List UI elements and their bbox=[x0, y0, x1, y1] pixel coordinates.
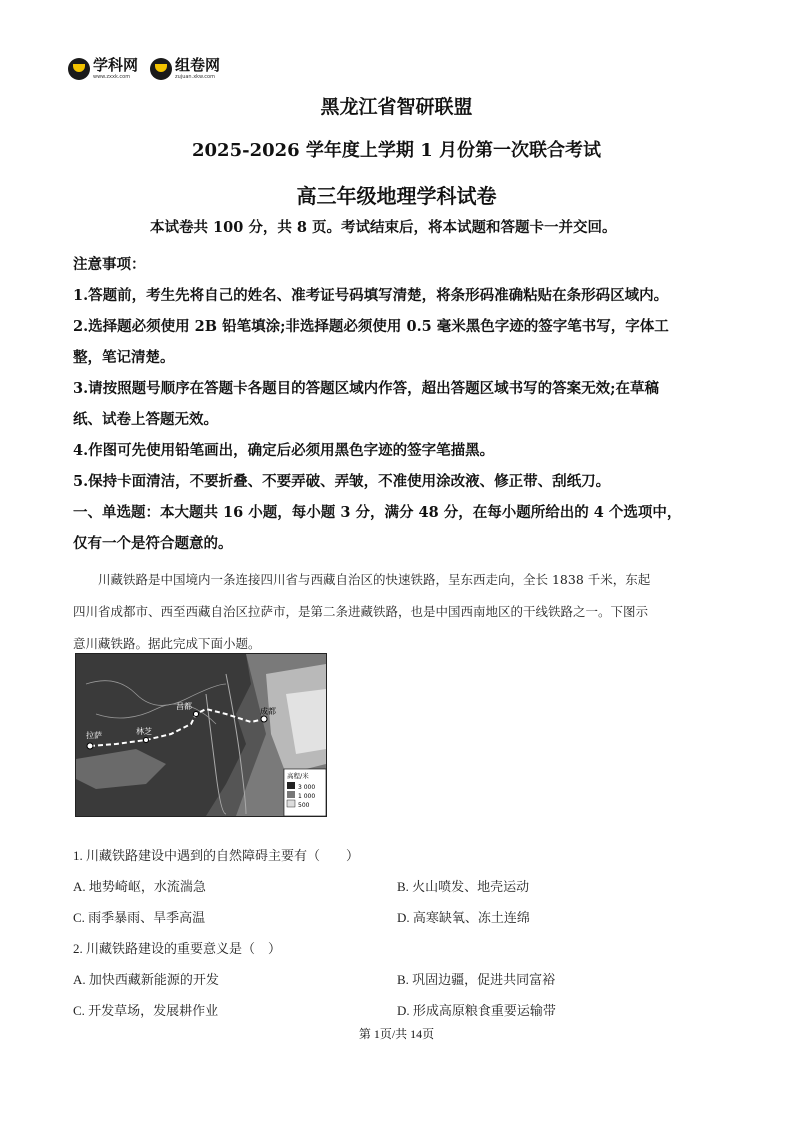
notice-line: 5.保持卡面清洁，不要折叠、不要弄破、弄皱，不准使用涂改液、修正带、刮纸刀。 bbox=[73, 473, 611, 490]
notice-line: 2.选择题必须使用 2B 铅笔填涂;非选择题必须使用 0.5 毫米黑色字迹的签字笔书写，字体工 bbox=[73, 318, 669, 335]
city-label-nyingchi: 林芝 bbox=[136, 727, 152, 736]
logo-bar bbox=[68, 58, 220, 80]
notice-line: 4.作图可先使用铅笔画出，确定后必须用黑色字迹的签字笔描黑。 bbox=[73, 442, 495, 459]
zujuan-logo bbox=[150, 58, 220, 80]
page-footer: 第 1页/共 14页 bbox=[358, 1027, 435, 1041]
question-2-option-d: D. 形成高原粮食重要运输带 bbox=[397, 1003, 556, 1018]
question-2-stem: 2. 川藏铁路建设的重要意义是（ ） bbox=[73, 941, 282, 956]
question-1-option-c: C. 雨季暴雨、旱季高温 bbox=[73, 910, 206, 925]
section-heading-cont: 仅有一个是符合题意的。 bbox=[73, 535, 233, 552]
exam-intro: 本试卷共 100 分，共 8 页。考试结束后，将本试题和答题卡一并交回。 bbox=[150, 219, 617, 236]
terrain-map-graphic bbox=[76, 654, 326, 816]
notice-line: 纸、试卷上答题无效。 bbox=[73, 411, 218, 428]
question-2-option-a: A. 加快西藏新能源的开发 bbox=[73, 972, 219, 987]
notice-line: 整，笔记清楚。 bbox=[73, 349, 175, 366]
city-label-chengdu: 成都 bbox=[260, 707, 276, 716]
sichuan-tibet-railway-map bbox=[75, 653, 327, 817]
question-1-option-d: D. 高寒缺氧、冻土连绵 bbox=[397, 910, 530, 925]
reading-passage bbox=[73, 564, 723, 660]
legend-value: 500 bbox=[298, 802, 310, 809]
exam-title-term: 2025-2026 学年度上学期 1 月份第一次联合考试 bbox=[192, 140, 601, 161]
xkw-logo-icon bbox=[68, 58, 90, 80]
legend-value: 3 000 bbox=[298, 784, 316, 791]
passage-line: 意川藏铁路。据此完成下面小题。 bbox=[73, 636, 261, 651]
exam-title-alliance: 黑龙江省智研联盟 bbox=[320, 96, 473, 118]
passage-line: 四川省成都市、西至西藏自治区拉萨市，是第二条进藏铁路，也是中国西南地区的干线铁路之一。下图示 bbox=[73, 604, 649, 619]
legend-value: 1 000 bbox=[298, 793, 316, 800]
question-1-stem: 1. 川藏铁路建设中遇到的自然障碍主要有（ ） bbox=[73, 848, 360, 863]
question-2-option-b: B. 巩固边疆，促进共同富裕 bbox=[397, 972, 556, 987]
city-label-lhasa: 拉萨 bbox=[86, 731, 102, 740]
xkw-logo-url: www.zxxk.com bbox=[93, 74, 131, 80]
xkw-logo-name: 学科网 bbox=[93, 56, 139, 74]
exam-title-subject: 高三年级地理学科试卷 bbox=[296, 184, 497, 208]
passage-line: 川藏铁路是中国境内一条连接四川省与西藏自治区的快速铁路，呈东西走向，全长 1838 千米，东起 bbox=[98, 572, 651, 587]
question-2-option-c: C. 开发草场，发展耕作业 bbox=[73, 1003, 219, 1018]
xkw-logo bbox=[68, 58, 138, 80]
question-1-option-a: A. 地势崎岖，水流湍急 bbox=[73, 879, 206, 894]
notice-heading: 注意事项： bbox=[73, 256, 146, 273]
legend-title: 高程/米 bbox=[287, 772, 309, 780]
zujuan-logo-url: zujuan.xkw.com bbox=[175, 74, 215, 80]
zujuan-logo-icon bbox=[150, 58, 172, 80]
question-1-option-b: B. 火山喷发、地壳运动 bbox=[397, 879, 530, 894]
notice-line: 3.请按照题号顺序在答题卡各题目的答题区域内作答，超出答题区域书写的答案无效;在草稿 bbox=[73, 380, 659, 397]
section-heading: 一、单选题：本大题共 16 小题，每小题 3 分，满分 48 分，在每小题所给出的 4 个选项中， bbox=[73, 504, 682, 521]
city-label-qamdo: 昌都 bbox=[176, 702, 192, 711]
zujuan-logo-name: 组卷网 bbox=[175, 56, 221, 74]
notice-section bbox=[73, 249, 723, 559]
notice-line: 1.答题前，考生先将自己的姓名、准考证号码填写清楚，将条形码准确粘贴在条形码区域内。 bbox=[73, 287, 669, 304]
